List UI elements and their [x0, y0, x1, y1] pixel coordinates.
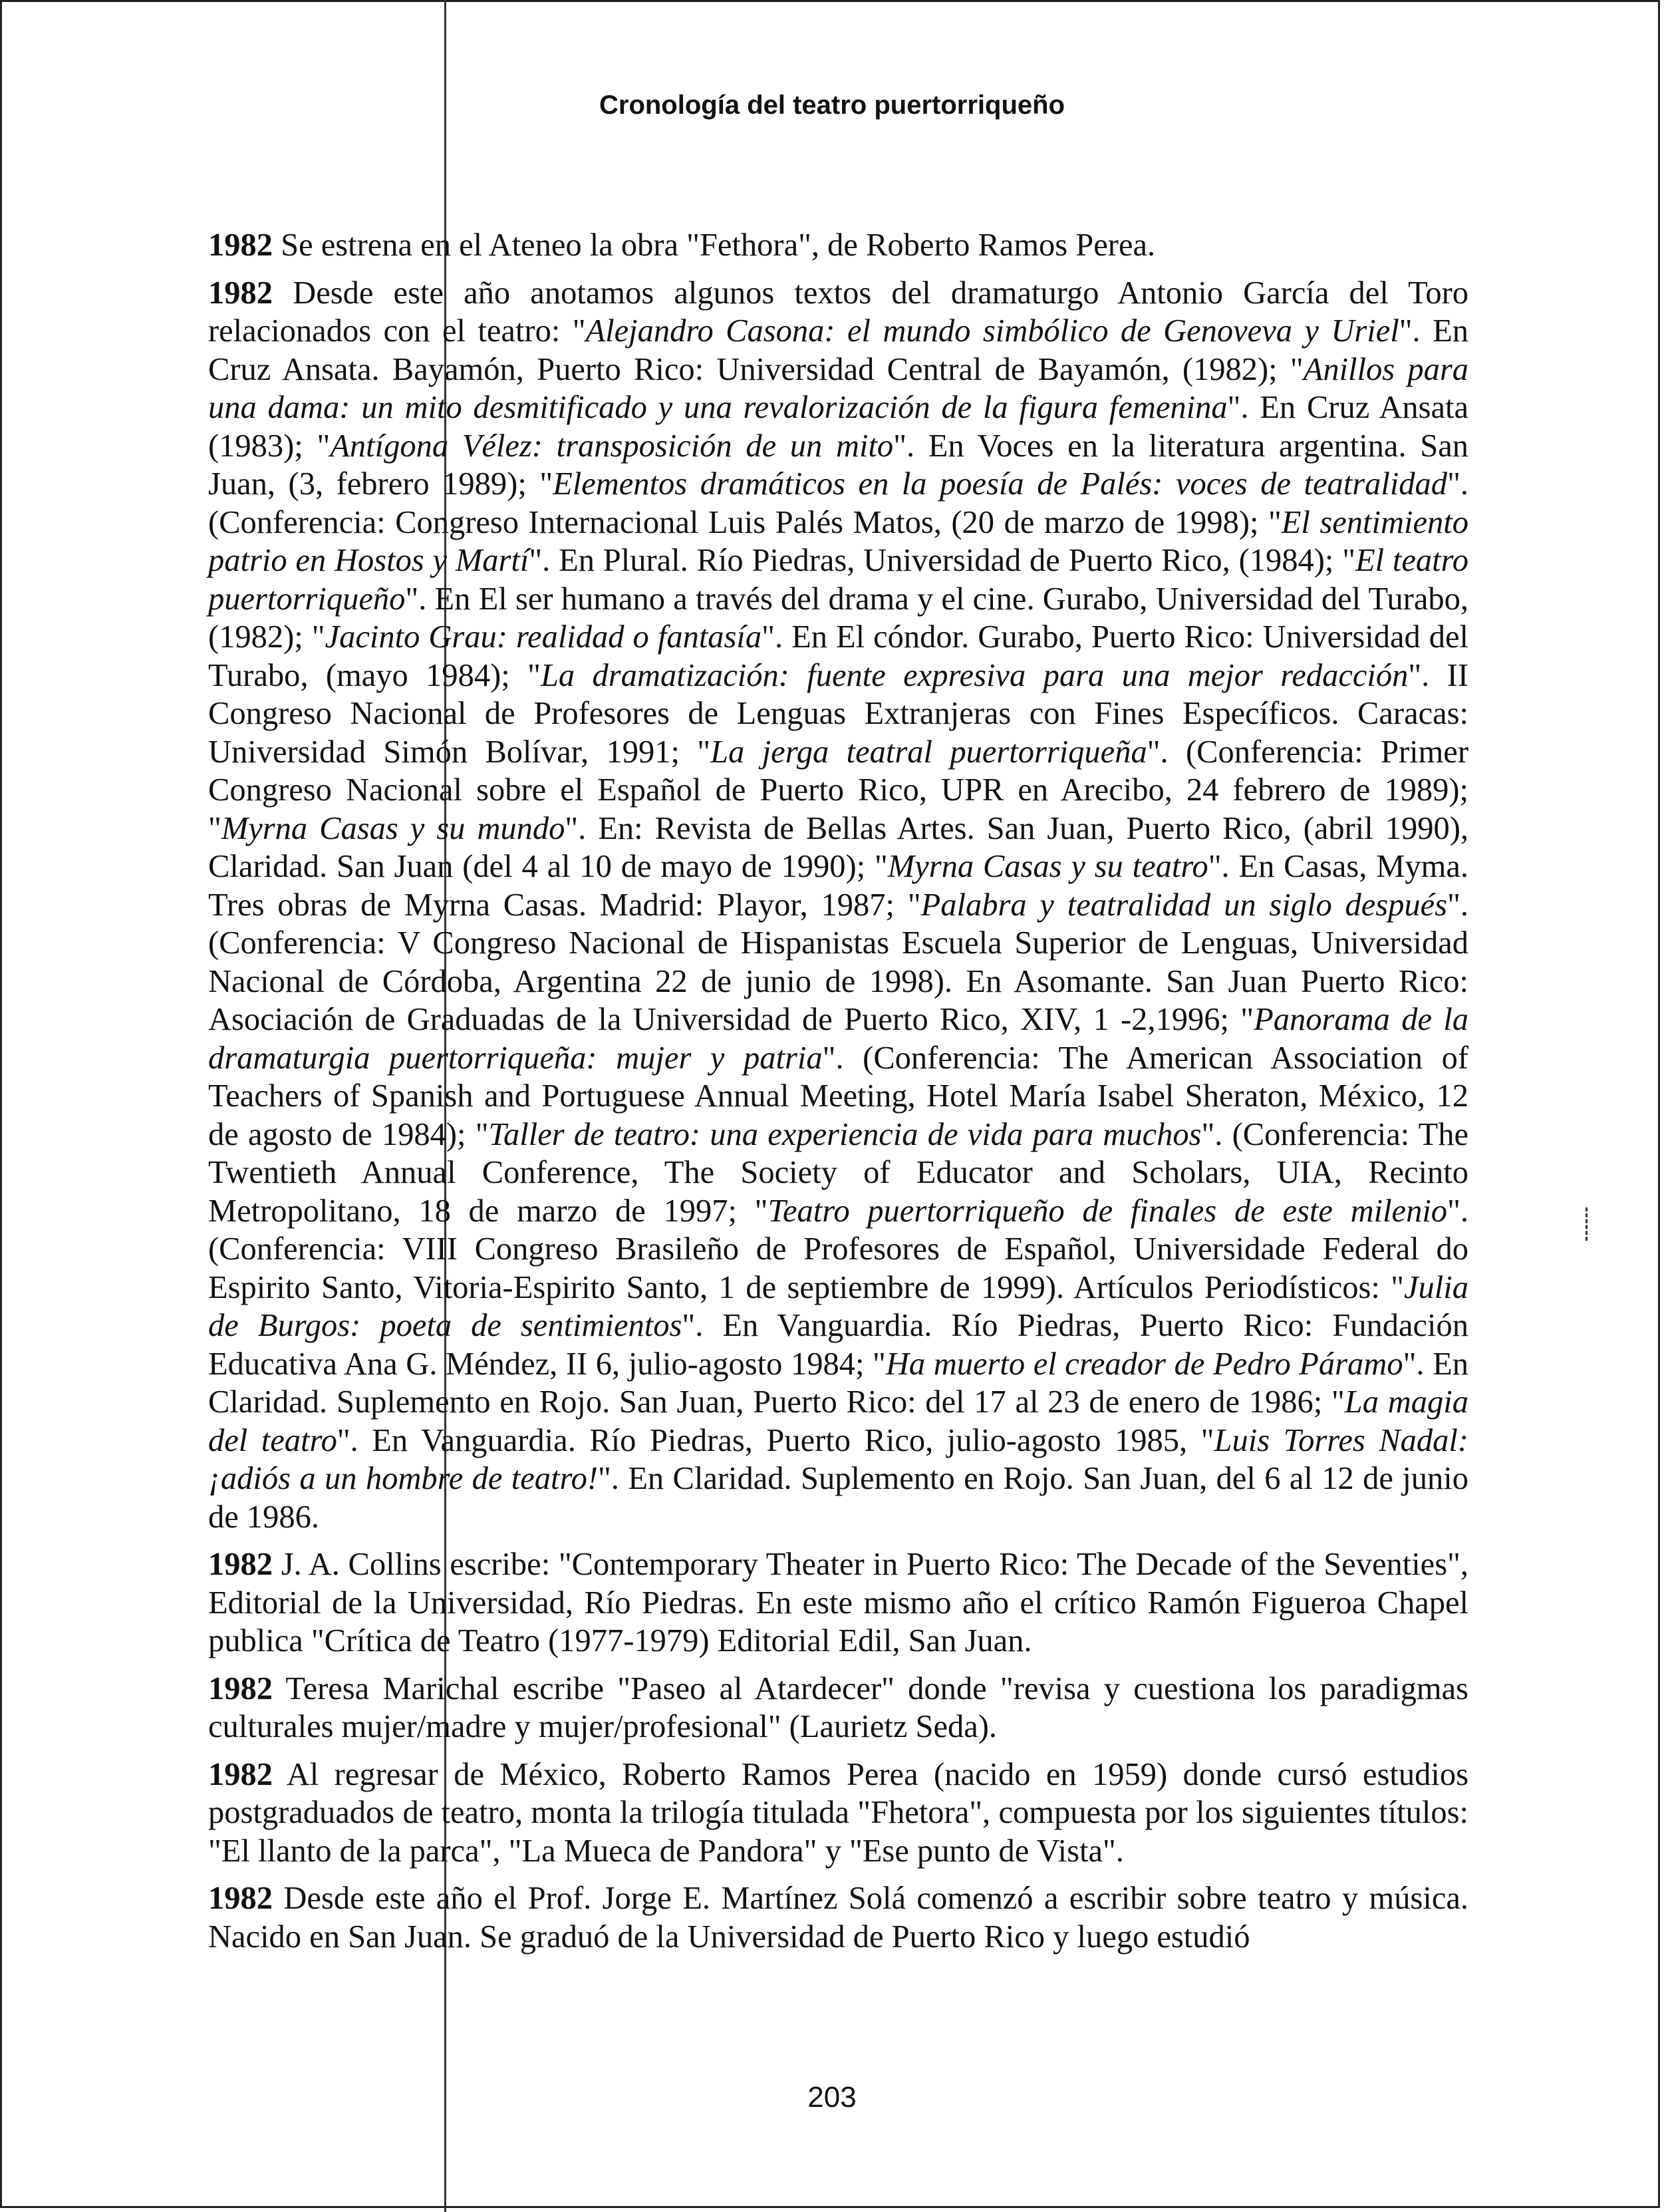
entry-text: ". En Vanguardia. Río Piedras, Puerto Rico, julio-agosto 1985, " [337, 1422, 1214, 1458]
work-title: Elementos dramáticos en la poesía de Palés: voces de teatralidad [553, 466, 1448, 502]
chronology-entry [208, 1756, 1468, 1871]
chronology-body [208, 226, 1468, 1965]
entry-text: ". (Conferencia: The Twentieth Annual Conference, The Society of Educator and Scholars, UIA, Recinto Metropolitano, 18 de marzo de 1997; " [208, 1116, 1468, 1229]
entry-text: ". En El cóndor. Gurabo, Puerto Rico: Universidad del Turabo, (mayo 1984); " [208, 619, 1468, 693]
work-title: Antígona Vélez: transposición de un mito [330, 428, 894, 464]
entry-text: Teresa Marichal escribe "Paseo al Atardecer" donde "revisa y cuestiona los paradigmas culturales mujer/madre y mujer/profesional" (Laurietz Seda). [208, 1670, 1468, 1744]
entry-year: 1982 [208, 1547, 273, 1582]
entry-text: ". (Conferencia: The American Association of Teachers of Spanish and Portuguese Annual Meeting, Hotel María Isabel Sheraton, México, 12 de agosto de 1984); " [208, 1040, 1468, 1152]
entry-text: ". (Conferencia: V Congreso Nacional de Hispanistas Escuela Superior de Lenguas, Universidad Nacional de Córdoba, Argentina 22 de junio de 1998). En Asomante. San Juan Puerto Rico: Asociación de Graduadas de la Universidad de Puerto Rico, XIV, 1 -2,1996; " [208, 887, 1468, 1037]
work-title: El sentimiento patrio en Hostos y Martí [208, 504, 1468, 578]
entry-year: 1982 [208, 1670, 273, 1706]
entry-text: ". En Plural. Río Piedras, Universidad de Puerto Rico, (1984); " [529, 543, 1356, 578]
entry-text: ". En Cruz Ansata (1983); " [208, 390, 1469, 464]
entry-text: ". En Casas, Myma. Tres obras de Myrna Casas. Madrid: Playor, 1987; " [208, 849, 1468, 923]
work-title: Anillos para una dama: un mito desmitificado y una revalorización de la figura femenina [208, 351, 1468, 425]
chronology-entry [208, 1879, 1468, 1956]
work-title: Myrna Casas y su mundo [221, 810, 565, 846]
entry-text: Desde este año anotamos algunos textos del dramaturgo Antonio García del Toro relacionados con el teatro: " [208, 275, 1468, 349]
work-title: Jacinto Grau: realidad o fantasía [325, 619, 762, 655]
work-title: Panorama de la dramaturgia puertorriqueña: mujer y patria [208, 1002, 1468, 1076]
entry-text: Se estrena en el Ateneo la obra "Fethora", de Roberto Ramos Perea. [281, 228, 1156, 263]
entry-text: ". En Claridad. Suplemento en Rojo. San Juan, Puerto Rico: del 17 al 23 de enero de 1986; " [208, 1346, 1468, 1420]
entry-text: Desde este año el Prof. Jorge E. Martínez Solá comenzó a escribir sobre teatro y música. Nacido en San Juan. Se graduó de la Universidad de Puerto Rico y luego estudió [208, 1881, 1469, 1955]
work-title: La magia del teatro [208, 1384, 1468, 1458]
entry-text: ". II Congreso Nacional de Profesores de Lenguas Extranjeras con Fines Específicos. Caracas: Universidad Simón Bolívar, 1991; " [208, 657, 1468, 770]
scan-artifact-marks [1586, 1207, 1590, 1241]
work-title: Myrna Casas y su teatro [887, 849, 1208, 884]
entry-text: Al regresar de México, Roberto Ramos Perea (nacido en 1959) donde cursó estudios postgraduados de teatro, monta la trilogía titulada "Fhetora", compuesta por los siguientes títulos: "El llanto de la parca", "La Mueca de Pandora" y "Ese punto de Vista". [208, 1756, 1468, 1869]
entry-year: 1982 [208, 1881, 273, 1916]
work-title: Alejandro Casona: el mundo simbólico de Genoveva y Uriel [585, 313, 1399, 349]
work-title: Luis Torres Nadal: ¡adiós a un hombre de teatro! [208, 1422, 1469, 1496]
work-title: El teatro puertorriqueño [208, 543, 1468, 617]
entry-text: J. A. Collins escribe: "Contemporary Theater in Puerto Rico: The Decade of the Seventies", Editorial de la Universidad, Río Piedras. En este mismo año el crítico Ramón Figueroa Chapel publica "Crítica de Teatro (1977-1979) Editorial Edil, San Juan. [208, 1547, 1468, 1659]
chronology-entry [208, 226, 1468, 265]
entry-text: ". (Conferencia: Congreso Internacional Luis Palés Matos, (20 de marzo de 1998); " [208, 466, 1468, 540]
entry-text: ". En Cruz Ansata. Bayamón, Puerto Rico: Universidad Central de Bayamón, (1982); " [208, 313, 1468, 387]
chronology-entry [208, 1545, 1468, 1660]
entry-text: ". En El ser humano a través del drama y el cine. Gurabo, Universidad del Turabo, (1982); " [208, 581, 1468, 655]
work-title: La jerga teatral puertorriqueña [710, 734, 1147, 770]
entry-text: ". En: Revista de Bellas Artes. San Juan, Puerto Rico, (abril 1990), Claridad. San Juan (del 4 al 10 de mayo de 1990); " [208, 810, 1469, 884]
entry-text: ". En Claridad. Suplemento en Rojo. San Juan, del 6 al 12 de junio de 1986. [208, 1461, 1469, 1535]
work-title: Ha muerto el creador de Pedro Páramo [885, 1346, 1403, 1382]
chronology-entry [208, 1670, 1468, 1746]
work-title: La dramatización: fuente expresiva para una mejor redacción [540, 657, 1409, 693]
work-title: Julia de Burgos: poeta de sentimientos [208, 1269, 1468, 1343]
entry-text: ". En Voces en la literatura argentina. San Juan, (3, febrero 1989); " [208, 428, 1468, 502]
work-title: Teatro puertorriqueño de finales de este milenio [767, 1193, 1448, 1229]
work-title: Palabra y teatralidad un siglo después [920, 887, 1448, 923]
entry-text: ". (Conferencia: Primer Congreso Nacional sobre el Español de Puerto Rico, UPR en Arecibo, 24 febrero de 1989); " [208, 734, 1468, 846]
chronology-entry [208, 274, 1468, 1537]
page-number: 203 [807, 2081, 857, 2114]
work-title: Taller de teatro: una experiencia de vida para muchos [488, 1116, 1202, 1152]
entry-year: 1982 [208, 275, 273, 311]
entry-text: ". En Vanguardia. Río Piedras, Puerto Rico: Fundación Educativa Ana G. Méndez, II 6, julio-agosto 1984; " [208, 1308, 1468, 1382]
entry-year: 1982 [208, 1756, 273, 1792]
entry-year: 1982 [208, 228, 273, 263]
running-header: Cronología del teatro puertorriqueño [599, 90, 1065, 120]
entry-text: ". (Conferencia: VIII Congreso Brasileño de Profesores de Español, Universidade Federal do Espirito Santo, Vitoria-Espirito Santo, 1 de septiembre de 1999). Artículos Periodísticos: " [208, 1193, 1468, 1305]
